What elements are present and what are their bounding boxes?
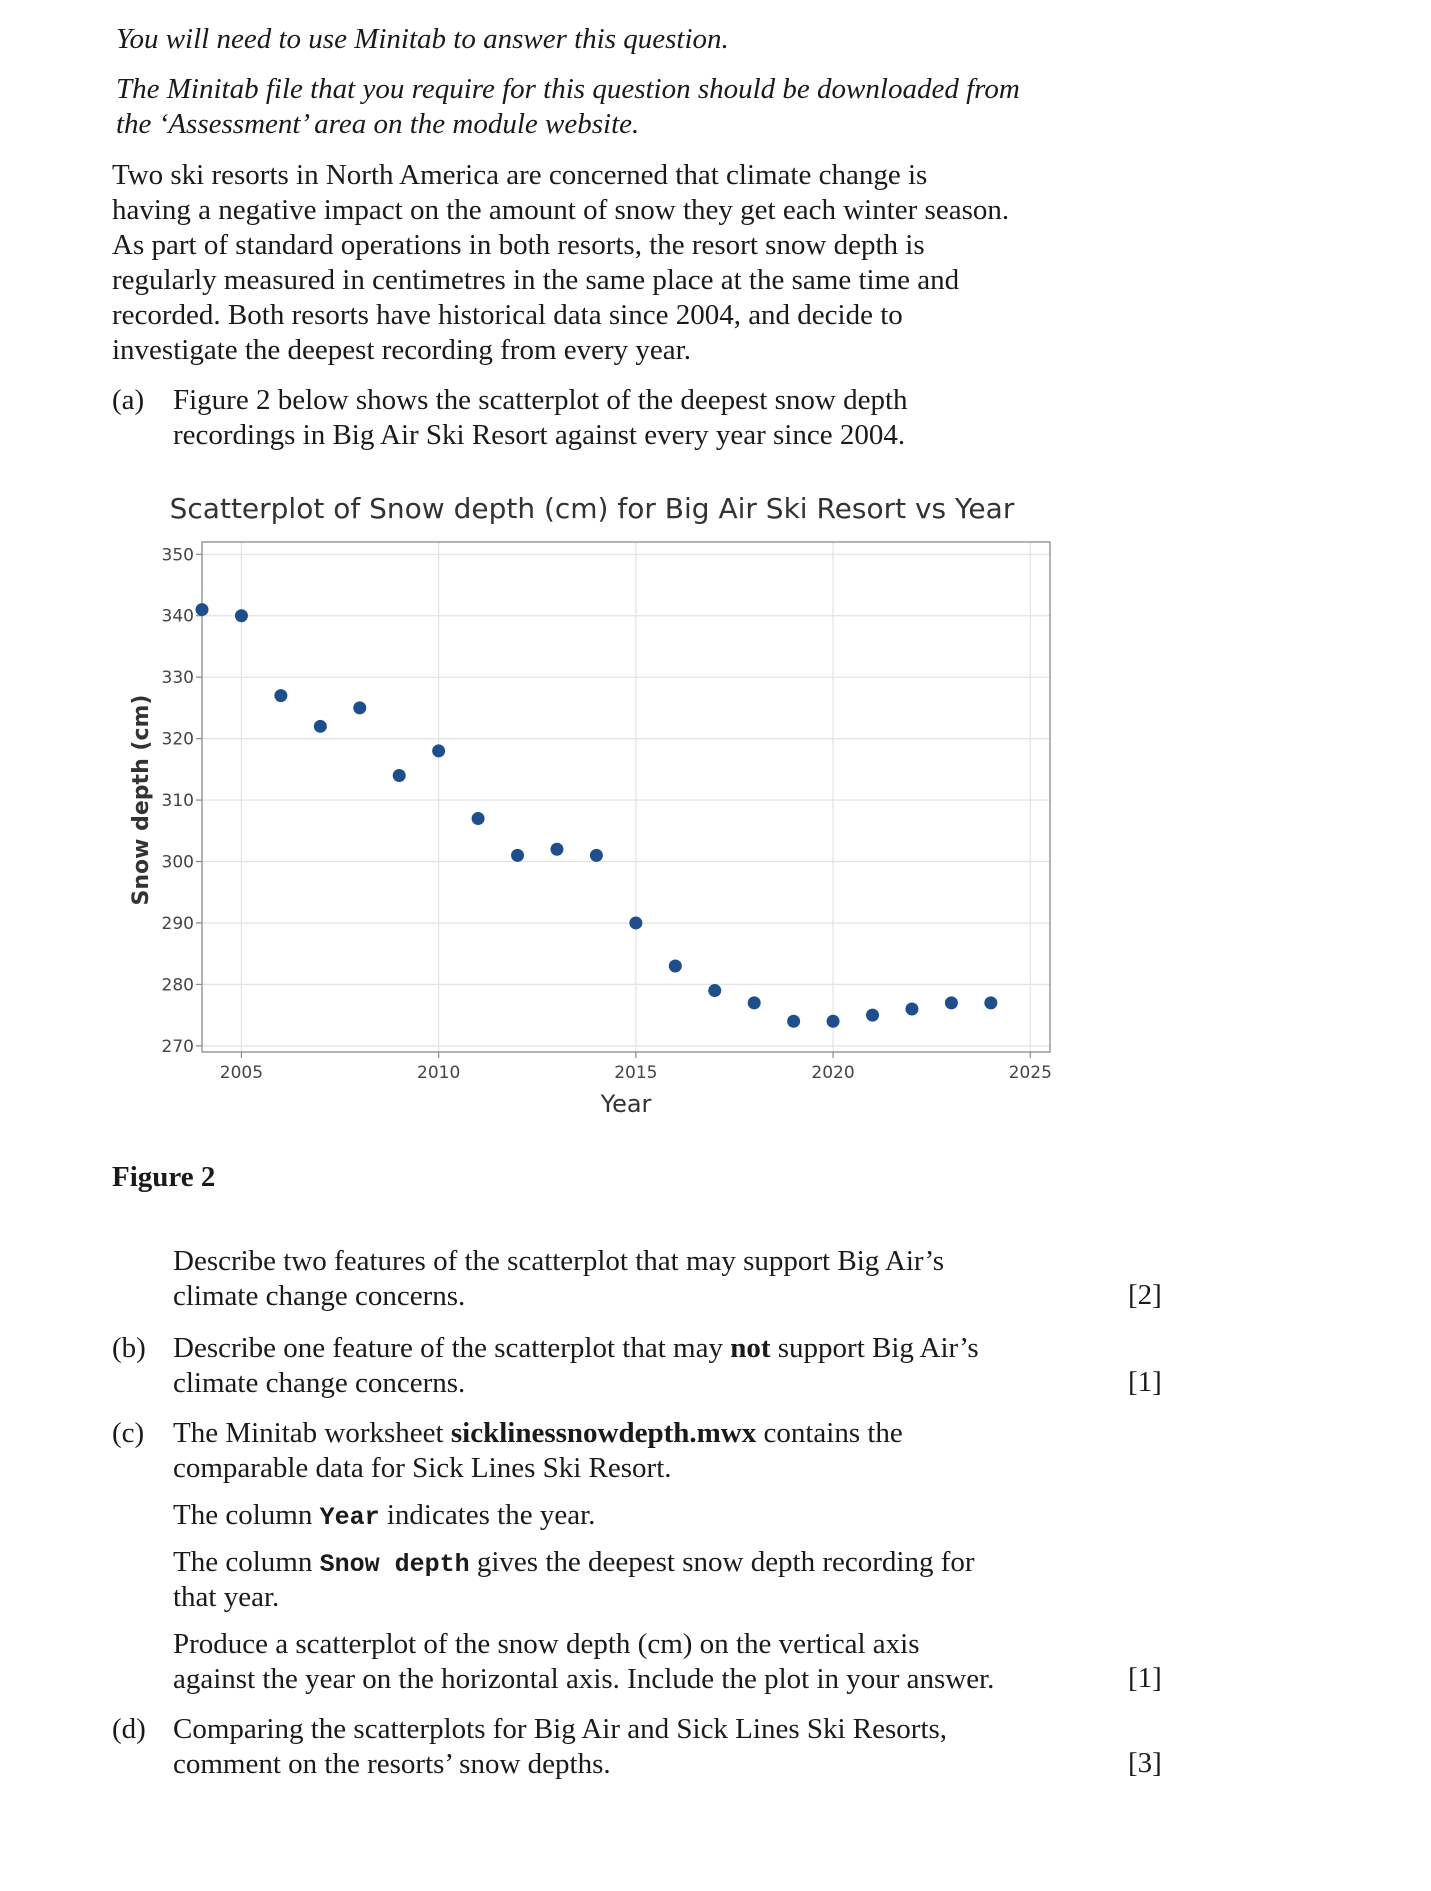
data-point: [708, 984, 721, 997]
data-point: [866, 1009, 879, 1022]
part-b-marks: [1]: [1128, 1366, 1162, 1398]
data-point: [827, 1015, 840, 1028]
part-d-line1: Comparing the scatterplots for Big Air and Sick Lines Ski Resorts,: [173, 1713, 948, 1745]
part-a-line2: recordings in Big Air Ski Resort against every year since 2004.: [173, 419, 906, 451]
y-tick-label: 340: [161, 606, 194, 627]
data-point: [590, 849, 603, 862]
data-point: [314, 720, 327, 733]
chart-title: Scatterplot of Snow depth (cm) for Big Air Ski Resort vs Year: [169, 492, 1015, 525]
data-point: [629, 916, 642, 929]
download-note-line1: The Minitab file that you require for this question should be downloaded from: [116, 73, 1020, 105]
paragraph-line: recorded. Both resorts have historical data since 2004, and decide to: [112, 299, 903, 331]
part-c-label: (c): [112, 1417, 145, 1449]
data-point: [393, 769, 406, 782]
paragraph-line: As part of standard operations in both resorts, the resort snow depth is: [112, 229, 925, 261]
x-tick-label: 2005: [219, 1063, 264, 1083]
y-tick-label: 300: [161, 852, 194, 873]
x-tick-label: 2025: [1008, 1063, 1052, 1083]
part-a-question-line2: climate change concerns.: [173, 1280, 466, 1312]
part-d-line2: comment on the resorts’ snow depths.: [173, 1748, 611, 1780]
part-c-line2: comparable data for Sick Lines Ski Resort.: [173, 1452, 672, 1484]
part-c-snow-column: The column Snow depth gives the deepest snow depth recording for: [173, 1546, 975, 1579]
data-point: [235, 609, 248, 622]
part-b-label: (b): [112, 1332, 146, 1364]
paragraph-line: Two ski resorts in North America are concerned that climate change is: [112, 159, 928, 191]
part-d-label: (d): [112, 1713, 146, 1745]
minitab-note: You will need to use Minitab to answer this question.: [116, 23, 729, 55]
y-tick-label: 270: [161, 1036, 194, 1057]
y-tick-label: 280: [161, 975, 194, 996]
part-a-label: (a): [112, 384, 145, 416]
y-axis-label: Snow depth (cm): [129, 694, 154, 906]
data-point: [196, 603, 209, 616]
y-axis: [162, 545, 202, 1057]
part-a-question-line1: Describe two features of the scatterplot that may support Big Air’s: [173, 1245, 944, 1277]
download-note-line2: the ‘Assessment’ area on the module website.: [116, 108, 640, 140]
x-tick-label: 2010: [417, 1063, 461, 1083]
x-axis-label: Year: [600, 1090, 652, 1118]
y-tick-label: 290: [161, 913, 194, 934]
part-a-line1: Figure 2 below shows the scatterplot of the deepest snow depth: [173, 384, 908, 416]
part-c-produce-line1: Produce a scatterplot of the snow depth (cm) on the vertical axis: [173, 1628, 920, 1660]
x-axis: [220, 1052, 1052, 1083]
paragraph-line: regularly measured in centimetres in the same place at the same time and: [112, 264, 960, 296]
data-points: [196, 603, 998, 1028]
part-c-snow-line2: that year.: [173, 1581, 280, 1613]
grid-lines: [202, 542, 1050, 1052]
part-a-marks: [2]: [1128, 1279, 1162, 1311]
data-point: [905, 1002, 918, 1015]
plot-frame: [202, 542, 1050, 1052]
y-tick-label: 350: [161, 545, 194, 566]
part-c-marks: [1]: [1128, 1662, 1162, 1694]
data-point: [669, 959, 682, 972]
data-point: [787, 1015, 800, 1028]
data-point: [432, 744, 445, 757]
data-point: [511, 849, 524, 862]
data-point: [353, 701, 366, 714]
y-tick-label: 330: [161, 668, 194, 689]
y-tick-label: 320: [161, 729, 194, 750]
data-point: [984, 996, 997, 1009]
part-c-year-column: The column Year indicates the year.: [173, 1499, 596, 1532]
x-tick-label: 2020: [811, 1063, 855, 1083]
paragraph-line: investigate the deepest recording from every year.: [112, 334, 691, 366]
y-tick-label: 310: [161, 791, 194, 812]
part-b-line1: Describe one feature of the scatterplot that may not support Big Air’s: [173, 1332, 979, 1364]
x-tick-label: 2015: [614, 1063, 658, 1083]
data-point: [274, 689, 287, 702]
part-c-line1: The Minitab worksheet sicklinessnowdepth.mwx contains the: [173, 1417, 903, 1449]
figure-caption: Figure 2: [112, 1161, 216, 1193]
data-point: [945, 996, 958, 1009]
part-d-marks: [3]: [1128, 1747, 1162, 1779]
part-c-produce-line2: against the year on the horizontal axis. Include the plot in your answer.: [173, 1663, 995, 1695]
data-point: [748, 996, 761, 1009]
paragraph-line: having a negative impact on the amount of snow they get each winter season.: [112, 194, 1010, 226]
data-point: [550, 843, 563, 856]
part-b-line2: climate change concerns.: [173, 1367, 466, 1399]
data-point: [472, 812, 485, 825]
